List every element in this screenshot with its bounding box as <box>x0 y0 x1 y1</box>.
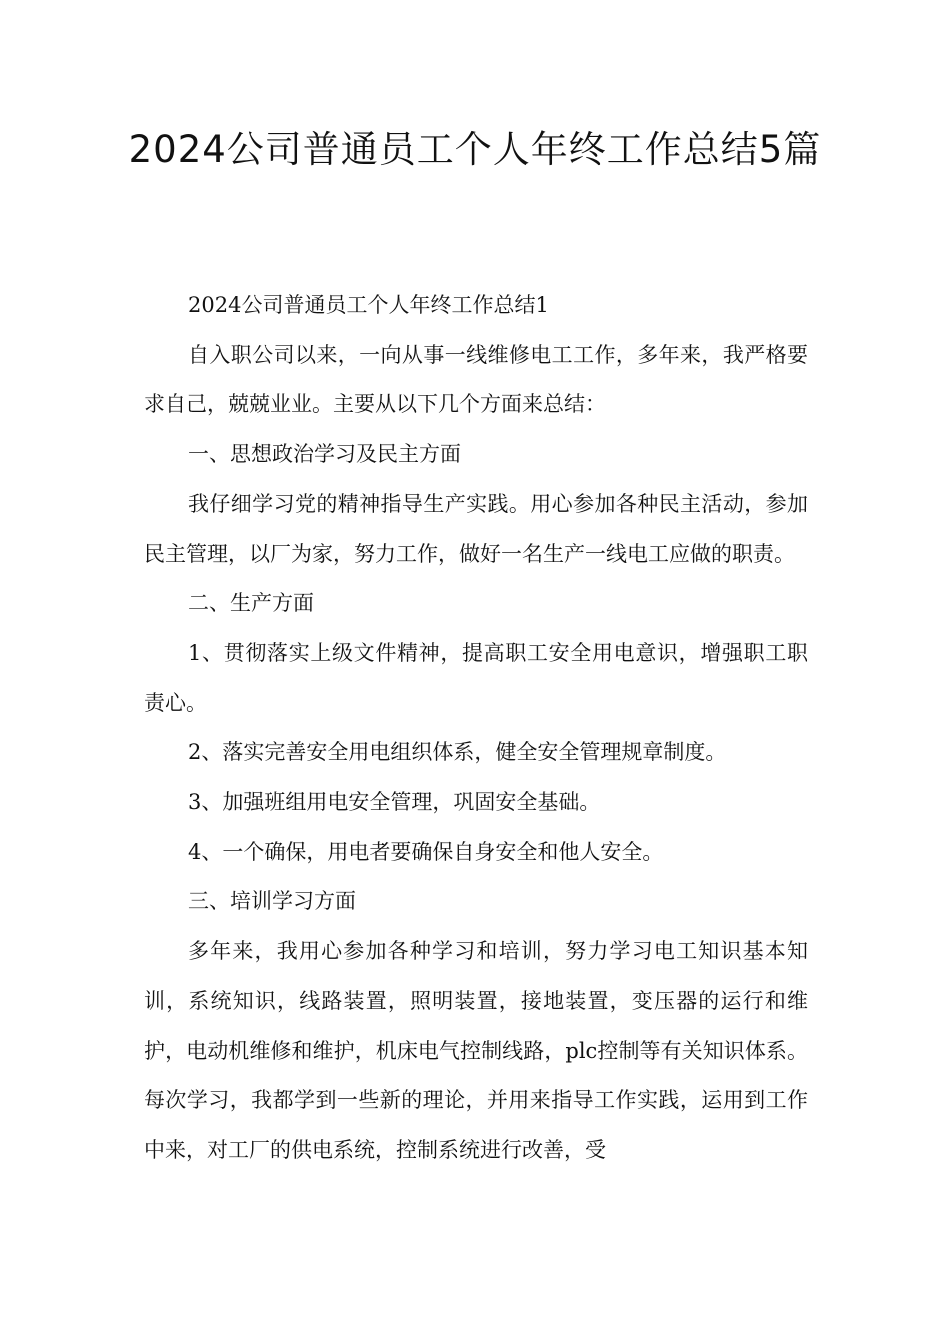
paragraph-item-2: 2、落实完善安全用电组织体系，健全安全管理规章制度。 <box>188 740 727 765</box>
paragraph-item-3: 3、加强班组用电安全管理，巩固安全基础。 <box>188 790 601 815</box>
paragraph-heading-politics: 一、思想政治学习及民主方面 <box>188 442 461 467</box>
document-body <box>144 281 808 1176</box>
paragraph-training: 多年来，我用心参加各种学习和培训，努力学习电工知识基本知训，系统知识，线路装置，照明装置，接地装置，变压器的运行和维护，电动机维修和维护，机床电气控制线路，plc控制等有关知识体系。每次学习，我都学到一些新的理论，并用来指导工作实践，运用到工作中来，对工厂的供电系统，控制系统进行改善，受 <box>144 939 808 1162</box>
paragraph-item-4: 4、一个确保，用电者要确保自身安全和他人安全。 <box>188 839 664 864</box>
paragraph-heading-training: 三、培训学习方面 <box>188 889 356 914</box>
document-title: 2024公司普通员工个人年终工作总结5篇 <box>128 128 822 171</box>
paragraph-intro: 自入职公司以来，一向从事一线维修电工工作，多年来，我严格要求自己，兢兢业业。主要从以下几个方面来总结： <box>144 342 808 417</box>
paragraph-item-1: 1、贯彻落实上级文件精神，提高职工安全用电意识，增强职工职责心。 <box>144 640 808 715</box>
paragraph-heading-production: 二、生产方面 <box>188 591 314 616</box>
paragraph-section-heading: 2024公司普通员工个人年终工作总结1 <box>188 293 549 317</box>
paragraph-politics: 我仔细学习党的精神指导生产实践。用心参加各种民主活动，参加民主管理，以厂为家，努力工作，做好一名生产一线电工应做的职责。 <box>144 491 808 566</box>
